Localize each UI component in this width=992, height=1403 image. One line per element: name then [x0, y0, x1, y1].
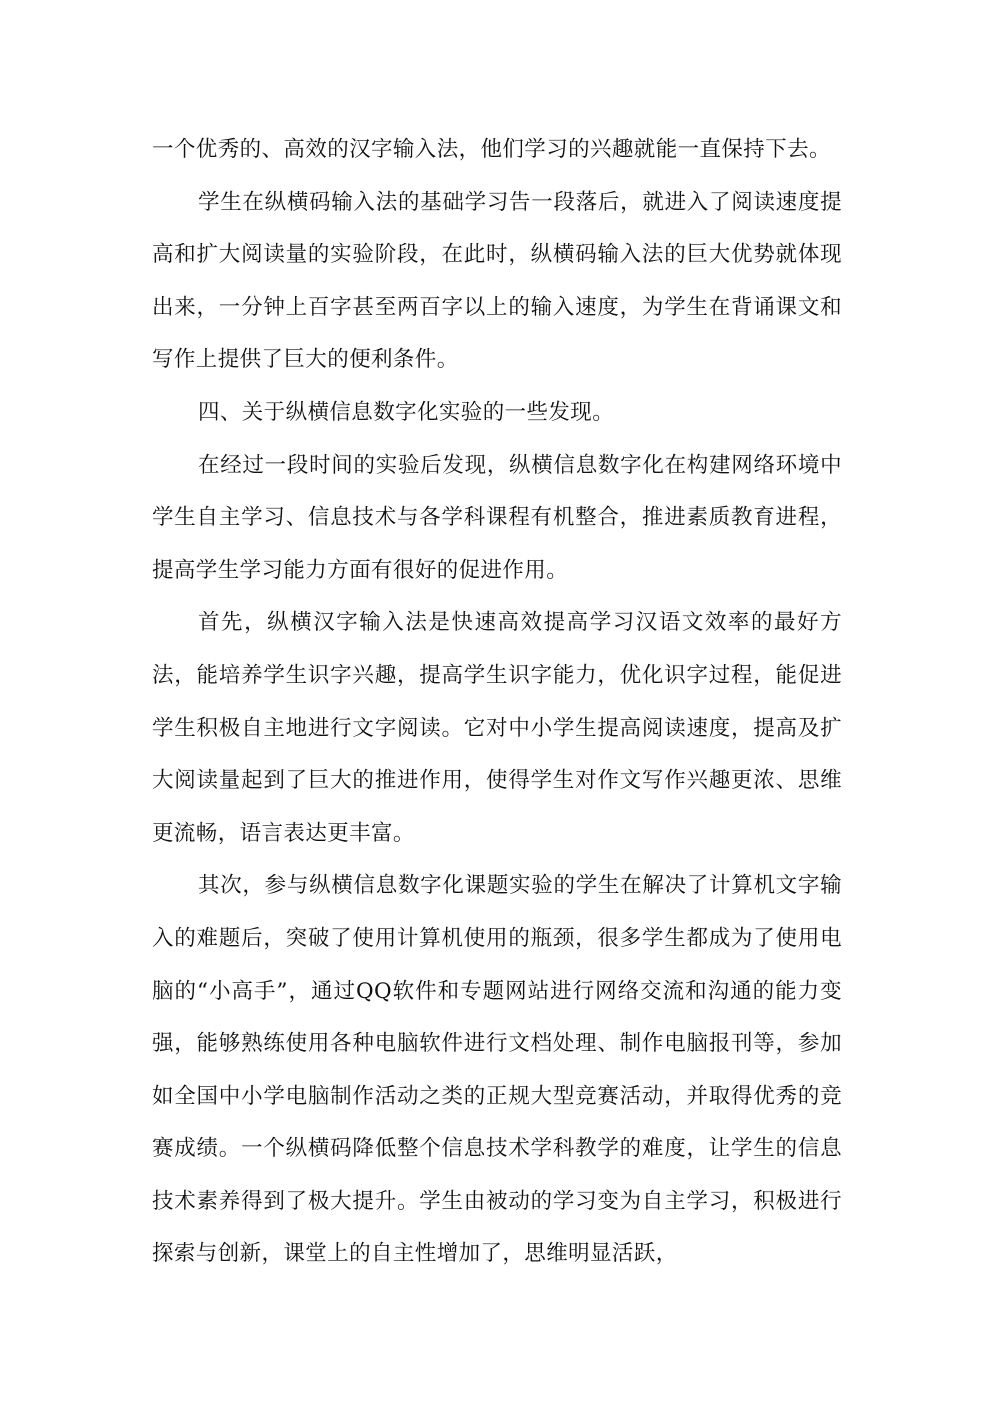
body-text	[152, 124, 842, 1281]
paragraph-first-finding: 首先，纵横汉字输入法是快速高效提高学习汉语文效率的最好方法，能培养学生识字兴趣，提高学生识字能力，优化识字过程，能促进学生积极自主地进行文字阅读。它对中小学生提高阅读速度，提高及扩大阅读量起到了巨大的推进作用，使得学生对作文写作兴趣更浓、思维更流畅，语言表达更丰富。	[152, 610, 842, 846]
section-heading-findings: 四、关于纵横信息数字化实验的一些发现。	[198, 399, 615, 425]
paragraph-findings-intro: 在经过一段时间的实验后发现，纵横信息数字化在构建网络环境中学生自主学习、信息技术与各学科课程有机整合，推进素质教育进程，提高学生学习能力方面有很好的促进作用。	[152, 452, 842, 583]
paragraph-input-method-stage: 学生在纵横码输入法的基础学习告一段落后，就进入了阅读速度提高和扩大阅读量的实验阶段，在此时，纵横码输入法的巨大优势就体现出来，一分钟上百字甚至两百字以上的输入速度，为学生在背诵课文和写作上提供了巨大的便利条件。	[152, 189, 842, 373]
paragraph-continuation: 一个优秀的、高效的汉字输入法，他们学习的兴趣就能一直保持下去。	[152, 137, 831, 162]
paragraph-second-finding: 其次，参与纵横信息数字化课题实验的学生在解决了计算机文字输入的难题后，突破了使用计算机使用的瓶颈，很多学生都成为了使用电脑的“小高手”，通过QQ软件和专题网站进行网络交流和沟通的能力变强，能够熟练使用各种电脑软件进行文档处理、制作电脑报刊等，参加如全国中小学电脑制作活动之类的正规大型竞赛活动，并取得优秀的竞赛成绩。一个纵横码降低整个信息技术学科教学的难度，让学生的信息技术素养得到了极大提升。学生由被动的学习变为自主学习，积极进行探索与创新，课堂上的自主性增加了，思维明显活跃，	[152, 873, 842, 1267]
